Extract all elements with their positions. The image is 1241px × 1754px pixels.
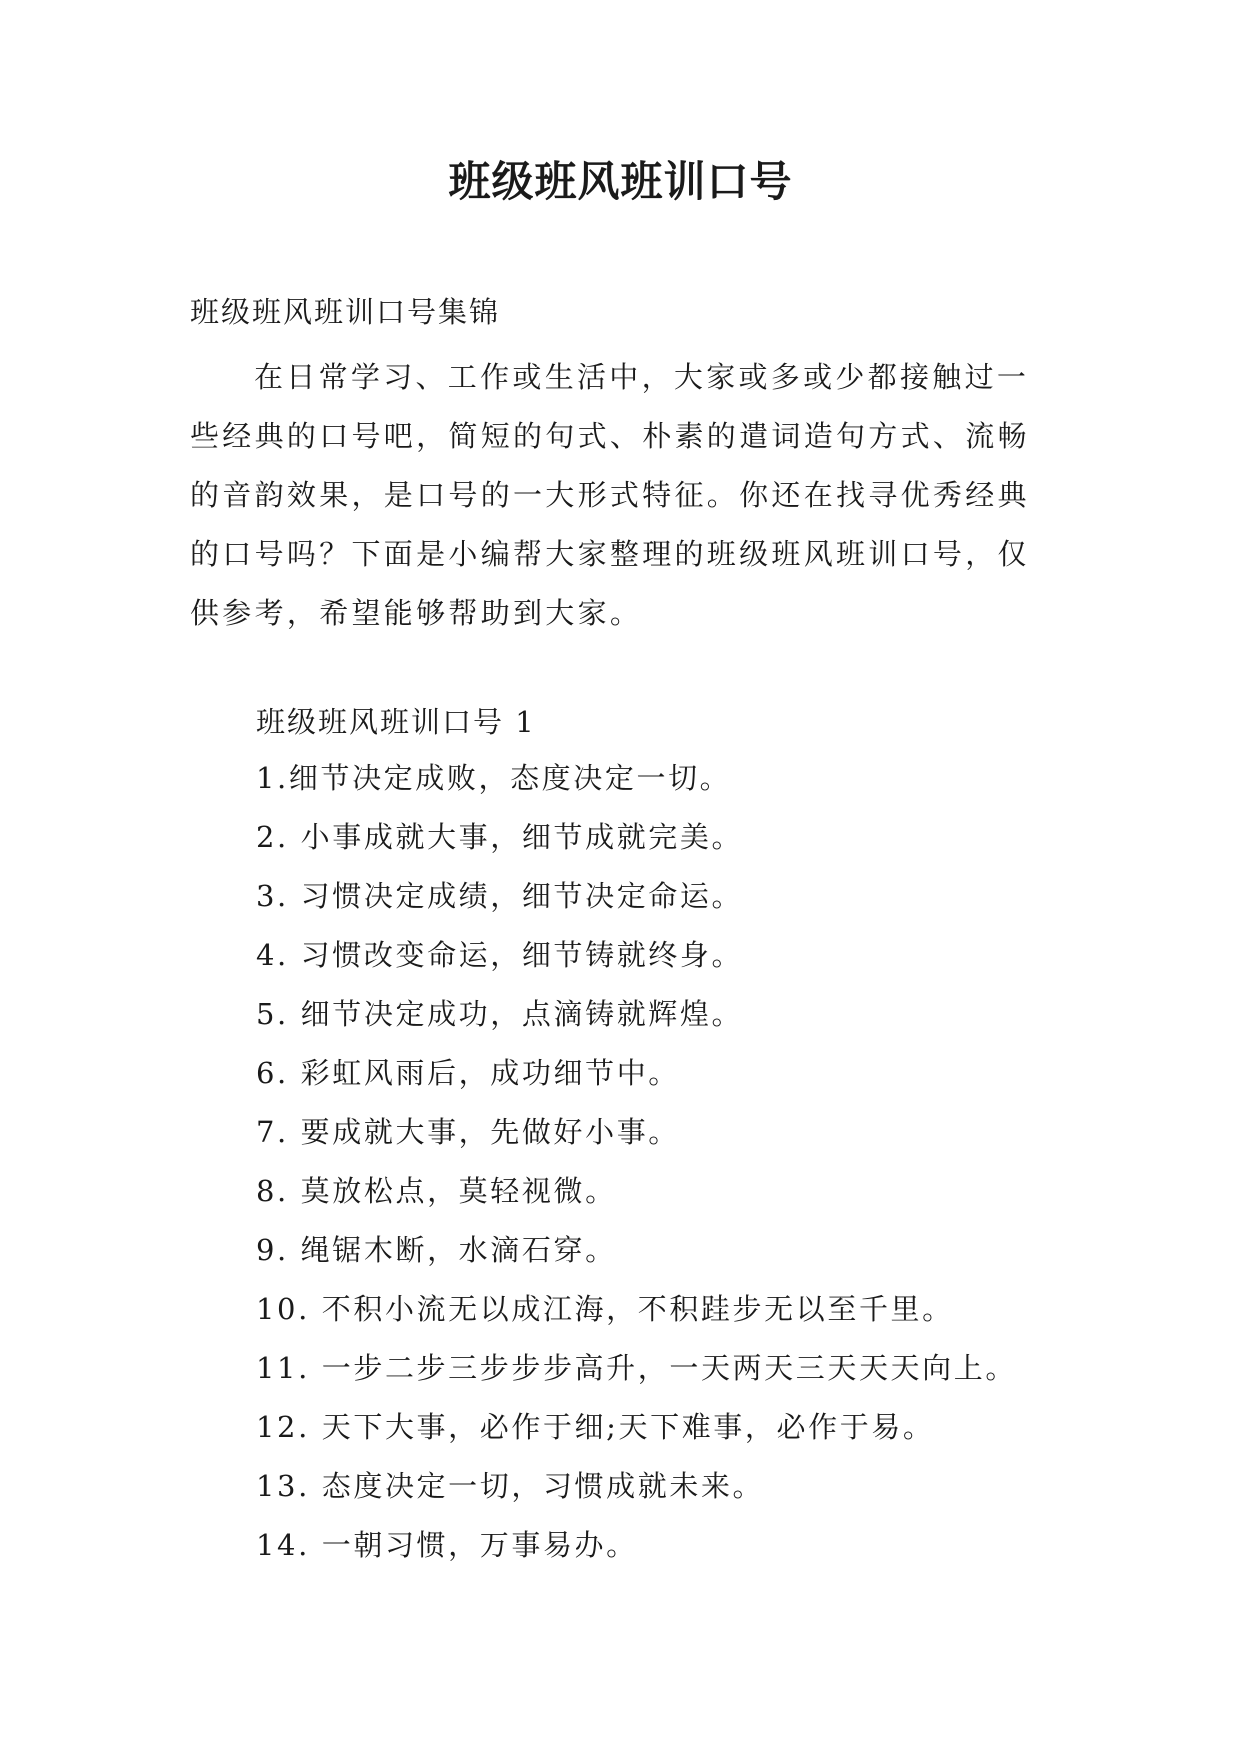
- intro-paragraph: 在日常学习、工作或生活中，大家或多或少都接触过一些经典的口号吧，简短的句式、朴素的遣词造句方式、流畅的音韵效果，是口号的一大形式特征。你还在找寻优秀经典的口号吗？下面是小编帮大家整理的班级班风班训口号，仅供参考，希望能够帮助到大家。: [190, 360, 1030, 630]
- slogan-item: 7. 要成就大事，先做好小事。: [256, 1115, 680, 1149]
- slogan-item: 9. 绳锯木断，水滴石穿。: [256, 1233, 617, 1267]
- document-title: 班级班风班训口号: [448, 157, 793, 206]
- slogan-item: 2. 小事成就大事，细节成就完美。: [256, 820, 744, 854]
- slogan-item: 5. 细节决定成功，点滴铸就辉煌。: [256, 997, 744, 1031]
- slogan-item: 3. 习惯决定成绩，细节决定命运。: [256, 879, 744, 913]
- slogan-item: 10. 不积小流无以成江海，不积跬步无以至千里。: [256, 1292, 954, 1326]
- slogan-item: 8. 莫放松点，莫轻视微。: [256, 1174, 617, 1208]
- slogan-item: 13. 态度决定一切，习惯成就未来。: [256, 1469, 765, 1503]
- slogan-list: [256, 758, 1017, 1584]
- slogan-item: 1.细节决定成败，态度决定一切。: [256, 761, 732, 795]
- slogan-item: 6. 彩虹风雨后，成功细节中。: [256, 1056, 680, 1090]
- slogan-item: 4. 习惯改变命运，细节铸就终身。: [256, 938, 744, 972]
- document-subtitle: 班级班风班训口号集锦: [190, 295, 501, 329]
- slogan-item: 12. 天下大事，必作于细;天下难事，必作于易。: [256, 1410, 935, 1444]
- slogan-item: 14. 一朝习惯，万事易办。: [256, 1528, 638, 1562]
- section-heading: 班级班风班训口号 1: [256, 705, 536, 739]
- slogan-item: 11. 一步二步三步步步高升，一天两天三天天天向上。: [256, 1351, 1017, 1385]
